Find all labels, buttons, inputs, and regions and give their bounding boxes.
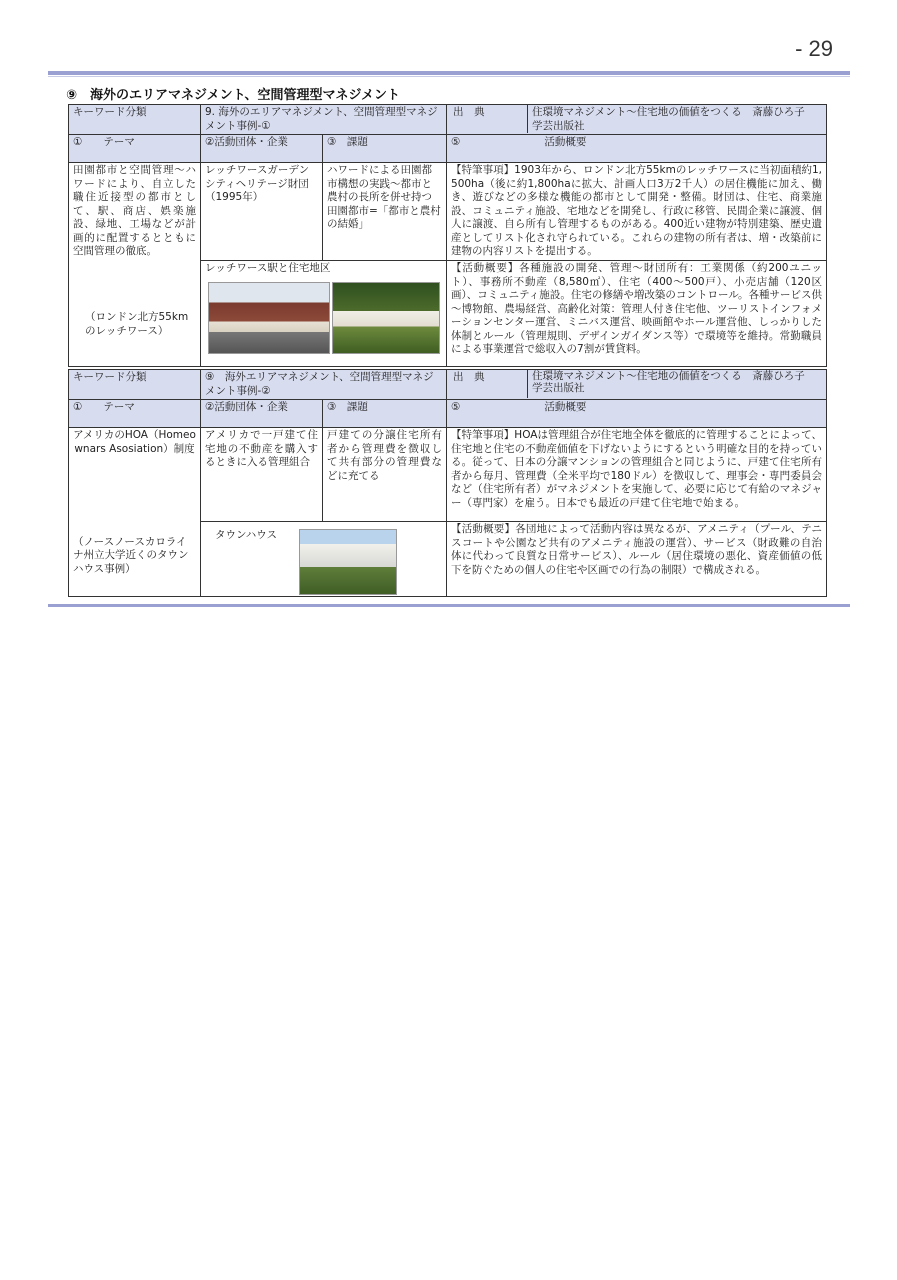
summary-text: 【活動概要】各団地によって活動内容は異なるが、アメニティ（プール、テニスコートや公園など共有のアメニティ施設の運営）、サービス（財政難の自治体に代わって良質な日常サービス）、ルール（居住環境の悪化、資産価値の低下を防ぐための個人の住宅や区画での行為の制限）で構成される。 <box>447 522 827 597</box>
case-title: 9. 海外のエリアマネジメント、空間管理型マネジメント事例-① <box>201 105 447 135</box>
station-photo <box>208 282 330 354</box>
residential-area-photo <box>332 282 440 354</box>
theme-cell <box>69 428 201 597</box>
page-number: - 29 <box>795 36 833 61</box>
case-title: ⑨ 海外エリアマネジメント、空間管理型マネジメント事例-② <box>201 370 447 400</box>
issue-text: ハワードによる田園都市構想の実践～都市と農村の長所を併せ持つ田園都市=「都市と農村の結婚」 <box>323 163 447 261</box>
summary-text: 【活動概要】各種施設の開発、管理～財団所有：工業関係（約200ユニット）、事務所不動産（8,580㎡）、住宅（400～500戸）、小売店舗（120区画）、コミュニティ施設。住宅の修繕や増改築のコントロール。各種サービス供～博物館、農場経営、高齢化対策：管理人付き住宅他、ツーリストインフォメーションセンター運営、ミニバス運営、映画館やホール運営他、しっかりした体制とルール（管理規則、デザインガイダンス等）で環境等を維持。常勤職員による事業運営で総収入の7割が賃貸料。 <box>447 261 827 367</box>
theme-text: 田園都市と空間管理～ハワードにより、自立した職住近接型の都市として、駅、商店、娯楽施設、緑地、工場などが計画的に配置するとともに空間管理の徹底。 <box>73 164 196 257</box>
source-value: 住環境マネジメント～住宅地の価値をつくる 斎藤ひろ子 学芸出版社 <box>532 370 816 394</box>
photo-cell <box>201 522 447 597</box>
photo-caption: レッチワース駅と住宅地区 <box>205 262 331 274</box>
theme-text: アメリカのHOA（Homeownars Asosiation）制度 <box>73 429 196 455</box>
photo-caption: タウンハウス <box>215 529 277 541</box>
col-org: ②活動団体・企業 <box>201 135 323 163</box>
section-title: ⑨ 海外のエリアマネジメント、空間管理型マネジメント <box>66 88 401 103</box>
col-issue: ③ 課題 <box>323 400 447 428</box>
theme-note: （ノースノースカロライナ州立大学近くのタウンハウス事例） <box>73 535 189 575</box>
source-cell <box>447 105 827 135</box>
org-text: レッチワースガーデンシティヘリテージ財団（1995年） <box>201 163 323 261</box>
col-org: ②活動団体・企業 <box>201 400 323 428</box>
features-text: 【特筆事項】1903年から、ロンドン北方55kmのレッチワースに当初面積約1,500ha（後に約1,800haに拡大、計画人口3万2千人）の居住機能に加え、働き、遊びなどの多様な機能の都市として開発・整備。財団は、住宅、商業施設、コミュニティ施設、宅地などを開発し、行政に移管、民間企業に譲渡、個人に譲渡、自ら所有し管理するものがある。400近い建物が特別建築、歴史遺産としてリスト化され守られている。これらの建物の所有者は、増・改築前に建物の内容リストを提出する。 <box>447 163 827 261</box>
header-rule <box>48 71 850 75</box>
issue-text: 戸建ての分譲住宅所有者から管理費を徴収して共有部分の管理費などに充てる <box>323 428 447 522</box>
keyword-label: キーワード分類 <box>69 370 201 400</box>
features-text: 【特筆事項】HOAは管理組合が住宅地全体を徹底的に管理することによって、住宅地と住宅の不動産価値を下げないようにするという明確な目的を持っている。従って、日本の分譲マンションの管理組合と同じように、戸建て住宅所有者から毎月、管理費（全米平均で180ドル）を徴収して、理事会・専門委員会など（住宅所有者）がマネジメントを実施して、必要に応じて有給のマネジャー（専門家）を雇う。日本でも最近の戸建て住宅地で始まる。 <box>447 428 827 522</box>
col-theme: ① テーマ <box>69 135 201 163</box>
col-activity: ⑤ 活動概要 <box>447 400 827 428</box>
source-label: 出 典 <box>447 370 528 398</box>
col-issue: ③ 課題 <box>323 135 447 163</box>
photo-cell <box>201 261 447 367</box>
case-table-2 <box>68 369 827 597</box>
townhouse-photo <box>299 529 397 595</box>
header-rule-thin <box>48 76 850 77</box>
case-table-1 <box>68 104 827 367</box>
theme-note: （ロンドン北方55kmのレッチワース） <box>85 311 189 337</box>
col-activity: ⑤ 活動概要 <box>447 135 827 163</box>
keyword-label: キーワード分類 <box>69 105 201 135</box>
source-value: 住環境マネジメント～住宅地の価値をつくる 斎藤ひろ子 学芸出版社 <box>532 106 816 132</box>
org-text: アメリカで一戸建て住宅地の不動産を購入するときに入る管理組合 <box>201 428 323 522</box>
col-theme: ① テーマ <box>69 400 201 428</box>
theme-cell <box>69 163 201 367</box>
footer-rule <box>48 604 850 607</box>
source-label: 出 典 <box>447 105 528 133</box>
source-cell <box>447 370 827 400</box>
